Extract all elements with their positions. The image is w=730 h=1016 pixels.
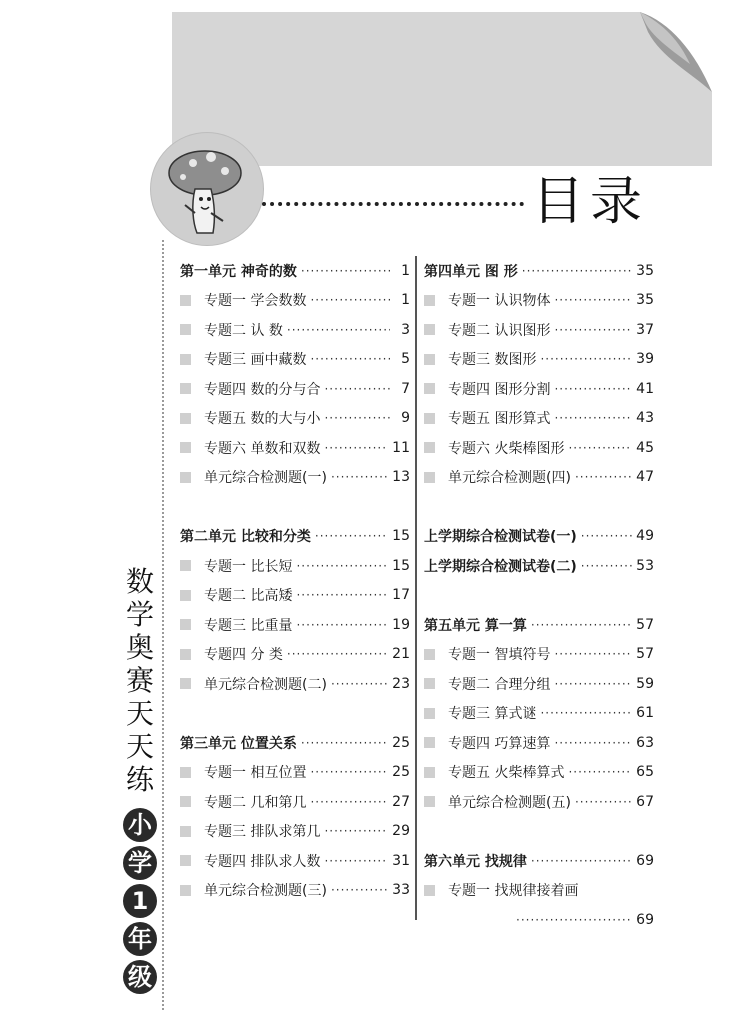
toc-topic-entry[interactable]: [180, 787, 410, 817]
dot-leader: [554, 677, 632, 691]
book-side-title: [120, 565, 160, 996]
toc-entry-label: 专题三 数图形: [448, 352, 537, 369]
toc-unit-entry[interactable]: [424, 256, 654, 286]
toc-entry-label: 专题一 认识物体: [448, 293, 551, 310]
toc-entry-label: 专题三 排队求第几: [204, 824, 321, 841]
square-bullet-icon: [180, 472, 191, 483]
toc-topic-entry[interactable]: [424, 286, 654, 316]
toc-entry-label: 专题四 巧算速算: [448, 735, 551, 752]
toc-entry-label: 第二单元 比较和分类: [180, 529, 311, 546]
toc-entry-label: 单元综合检测题(五): [448, 794, 571, 811]
toc-unit-entry[interactable]: [180, 728, 410, 758]
toc-entry-label: 上学期综合检测试卷(二): [424, 558, 577, 575]
toc-topic-entry[interactable]: [180, 433, 410, 463]
grade-badge: 小: [123, 808, 157, 842]
toc-topic-entry[interactable]: [180, 817, 410, 847]
dot-leader: [287, 647, 388, 661]
toc-page-number: 53: [636, 557, 654, 574]
square-bullet-icon: [180, 796, 191, 807]
toc-page-number: 67: [636, 793, 654, 810]
page-title: 目录: [532, 172, 649, 232]
square-bullet-icon: [180, 855, 191, 866]
toc-topic-entry[interactable]: [180, 669, 410, 699]
square-bullet-icon: [424, 413, 435, 424]
toc-entry-label: 专题六 火柴棒图形: [448, 440, 565, 457]
section-gap: [180, 492, 410, 522]
square-bullet-icon: [180, 649, 191, 660]
toc-page-number: 45: [636, 439, 654, 456]
toc-page-number: 43: [636, 410, 654, 427]
toc-page-number: 59: [636, 675, 654, 692]
dot-leader: [296, 618, 388, 632]
dot-leader: [531, 618, 632, 632]
toc-page-number: 35: [636, 292, 654, 309]
square-bullet-icon: [180, 383, 191, 394]
toc-page-number: 15: [392, 557, 410, 574]
toc-topic-entry[interactable]: [180, 640, 410, 670]
square-bullet-icon: [180, 678, 191, 689]
dot-leader: [554, 323, 632, 337]
square-bullet-icon: [424, 472, 435, 483]
dot-leader: [516, 913, 632, 927]
dot-leader: [531, 854, 632, 868]
square-bullet-icon: [180, 442, 191, 453]
dot-leader: [568, 765, 632, 779]
toc-page-number: 57: [636, 646, 654, 663]
dot-leader: [324, 441, 388, 455]
toc-entry-label: 专题四 分 类: [204, 647, 283, 664]
toc-entry-label: 专题二 几和第几: [204, 794, 307, 811]
toc-entry-label: 专题一 找规律接着画: [448, 883, 579, 900]
toc-page-number: 1: [401, 292, 410, 309]
toc-topic-entry[interactable]: [424, 374, 654, 404]
side-title-char: 赛: [125, 664, 154, 697]
square-bullet-icon: [424, 442, 435, 453]
toc-topic-entry[interactable]: [424, 876, 654, 906]
dot-leader: [575, 470, 632, 484]
toc-entry-label: 单元综合检测题(三): [204, 883, 327, 900]
dot-leader: [581, 529, 632, 543]
toc-topic-entry[interactable]: [180, 876, 410, 906]
toc-topic-entry[interactable]: [424, 787, 654, 817]
toc-entry-label: 专题六 单数和双数: [204, 440, 321, 457]
toc-page-number: 25: [392, 764, 410, 781]
toc-page-number: 37: [636, 321, 654, 338]
toc-page-number: 17: [392, 587, 410, 604]
square-bullet-icon: [424, 295, 435, 306]
side-title-char: 数: [125, 565, 154, 598]
toc-entry-label: 上学期综合检测试卷(一): [424, 529, 577, 546]
toc-entry-label: 专题二 合理分组: [448, 676, 551, 693]
square-bullet-icon: [424, 649, 435, 660]
dot-leader: [331, 470, 388, 484]
toc-page-number: 41: [636, 380, 654, 397]
dot-leader: [310, 765, 388, 779]
grade-badge: 年: [123, 922, 157, 956]
toc-topic-entry[interactable]: [180, 374, 410, 404]
square-bullet-icon: [424, 354, 435, 365]
section-gap: [424, 581, 654, 611]
toc-topic-entry[interactable]: [180, 345, 410, 375]
toc-topic-entry[interactable]: [180, 463, 410, 493]
toc-page-number: 61: [636, 705, 654, 722]
toc-topic-entry[interactable]: [180, 286, 410, 316]
toc-unit-entry[interactable]: [424, 551, 654, 581]
toc-entry-label: 专题二 认识图形: [448, 322, 551, 339]
square-bullet-icon: [424, 767, 435, 778]
dot-leader: [540, 352, 632, 366]
dot-leader: [568, 441, 632, 455]
toc-unit-entry[interactable]: [180, 522, 410, 552]
toc-page-number: 35: [636, 262, 654, 279]
toc-page-number: 49: [636, 528, 654, 545]
toc-unit-entry[interactable]: [180, 256, 410, 286]
side-title-char: 天: [125, 697, 154, 730]
square-bullet-icon: [180, 295, 191, 306]
toc-topic-entry[interactable]: [424, 404, 654, 434]
toc-page-number: 33: [392, 882, 410, 899]
section-gap: [180, 699, 410, 729]
toc-topic-entry[interactable]: [424, 728, 654, 758]
square-bullet-icon: [180, 560, 191, 571]
toc-entry-label: 第四单元 图 形: [424, 263, 518, 280]
toc-topic-entry[interactable]: [424, 345, 654, 375]
dot-leader: [324, 854, 388, 868]
toc-page-number: 23: [392, 675, 410, 692]
square-bullet-icon: [424, 383, 435, 394]
dot-leader: [296, 588, 388, 602]
toc-entry-label: 专题二 比高矮: [204, 588, 293, 605]
toc-entry-label: 单元综合检测题(二): [204, 676, 327, 693]
toc-page-number: 65: [636, 764, 654, 781]
square-bullet-icon: [180, 324, 191, 335]
toc-page-number: 19: [392, 616, 410, 633]
square-bullet-icon: [424, 737, 435, 748]
toc-page-number: 69: [636, 911, 654, 928]
toc-topic-entry[interactable]: [180, 758, 410, 788]
mushroom-mascot-icon: [151, 133, 263, 245]
toc-entry-label: 专题一 比长短: [204, 558, 293, 575]
toc-entry-label: 专题五 火柴棒算式: [448, 765, 565, 782]
mushroom-mascot-badge: [150, 132, 264, 246]
toc-page-number: 27: [392, 793, 410, 810]
dot-leader: [331, 883, 388, 897]
side-title-char: 奥: [125, 631, 154, 664]
toc-page-number: 3: [401, 321, 410, 338]
toc-entry-label: 专题三 画中藏数: [204, 352, 307, 369]
toc-entry-label: 第六单元 找规律: [424, 853, 527, 870]
toc-right-column: [424, 256, 654, 935]
dot-leader: [554, 647, 632, 661]
dot-leader: [575, 795, 632, 809]
toc-topic-entry[interactable]: [424, 905, 654, 935]
dot-leader: [581, 559, 632, 573]
toc-entry-label: 第三单元 位置关系: [180, 735, 297, 752]
dot-leader: [310, 352, 390, 366]
section-gap: [424, 492, 654, 522]
grade-badge: 学: [123, 846, 157, 880]
dot-leader: [324, 382, 390, 396]
page-curl-decoration: [640, 12, 712, 92]
toc-topic-entry[interactable]: [424, 640, 654, 670]
section-gap: [424, 817, 654, 847]
toc-entry-label: 专题三 算式谜: [448, 706, 537, 723]
side-title-char: 天: [125, 730, 154, 763]
toc-topic-entry[interactable]: [424, 669, 654, 699]
toc-entry-label: 专题四 数的分与合: [204, 381, 321, 398]
margin-dotted-line: [162, 240, 164, 1010]
toc-page-number: 5: [401, 351, 410, 368]
toc-topic-entry[interactable]: [180, 551, 410, 581]
toc-page-number: 25: [392, 734, 410, 751]
dot-leader: [315, 529, 388, 543]
dot-leader: [301, 736, 388, 750]
toc-topic-entry[interactable]: [424, 463, 654, 493]
title-dot-leader: [262, 202, 524, 206]
toc-entry-label: 单元综合检测题(四): [448, 470, 571, 487]
toc-left-column: [180, 256, 410, 905]
toc-entry-label: 第一单元 神奇的数: [180, 263, 297, 280]
dot-leader: [554, 293, 632, 307]
toc-topic-entry[interactable]: [180, 581, 410, 611]
toc-unit-entry[interactable]: [424, 846, 654, 876]
toc-entry-label: 专题一 相互位置: [204, 765, 307, 782]
square-bullet-icon: [424, 885, 435, 896]
toc-entry-label: 专题三 比重量: [204, 617, 293, 634]
dot-leader: [310, 293, 390, 307]
square-bullet-icon: [180, 354, 191, 365]
square-bullet-icon: [424, 678, 435, 689]
toc-entry-label: 专题四 排队求人数: [204, 853, 321, 870]
toc-page-number: 7: [401, 380, 410, 397]
toc-page-number: 11: [392, 439, 410, 456]
dot-leader: [324, 824, 388, 838]
toc-entry-label: 专题五 图形算式: [448, 411, 551, 428]
toc-entry-label: 第五单元 算一算: [424, 617, 527, 634]
toc-entry-label: 单元综合检测题(一): [204, 470, 327, 487]
side-title-char: 练: [125, 763, 154, 796]
square-bullet-icon: [424, 796, 435, 807]
toc-topic-entry[interactable]: [424, 433, 654, 463]
column-divider: [415, 256, 417, 920]
square-bullet-icon: [424, 324, 435, 335]
grade-badge: 级: [123, 960, 157, 994]
grade-badge: 1: [123, 884, 157, 918]
square-bullet-icon: [180, 767, 191, 778]
toc-page-number: 15: [392, 528, 410, 545]
square-bullet-icon: [180, 885, 191, 896]
dot-leader: [540, 706, 632, 720]
dot-leader: [310, 795, 388, 809]
toc-page-number: 39: [636, 351, 654, 368]
toc-topic-entry[interactable]: [424, 758, 654, 788]
toc-unit-entry[interactable]: [424, 610, 654, 640]
toc-topic-entry[interactable]: [424, 315, 654, 345]
side-title-char: 学: [125, 598, 154, 631]
dot-leader: [331, 677, 388, 691]
toc-topic-entry[interactable]: [180, 610, 410, 640]
square-bullet-icon: [180, 619, 191, 630]
toc-page-number: 29: [392, 823, 410, 840]
toc-page-number: 21: [392, 646, 410, 663]
toc-page-number: 9: [401, 410, 410, 427]
toc-page-number: 57: [636, 616, 654, 633]
square-bullet-icon: [180, 413, 191, 424]
toc-unit-entry[interactable]: [424, 522, 654, 552]
toc-page-number: 63: [636, 734, 654, 751]
toc-entry-label: 专题一 智填符号: [448, 647, 551, 664]
toc-topic-entry[interactable]: [180, 846, 410, 876]
dot-leader: [554, 382, 632, 396]
toc-topic-entry[interactable]: [180, 315, 410, 345]
toc-page-number: 31: [392, 852, 410, 869]
toc-entry-label: 专题二 认 数: [204, 322, 283, 339]
square-bullet-icon: [180, 590, 191, 601]
dot-leader: [554, 736, 632, 750]
dot-leader: [522, 264, 632, 278]
toc-entry-label: 专题四 图形分割: [448, 381, 551, 398]
toc-page-number: 13: [392, 469, 410, 486]
toc-page-number: 47: [636, 469, 654, 486]
toc-topic-entry[interactable]: [424, 699, 654, 729]
dot-leader: [324, 411, 390, 425]
square-bullet-icon: [180, 826, 191, 837]
toc-page-number: 69: [636, 852, 654, 869]
dot-leader: [301, 264, 390, 278]
toc-page-number: 1: [401, 262, 410, 279]
dot-leader: [287, 323, 390, 337]
toc-entry-label: 专题五 数的大与小: [204, 411, 321, 428]
toc-entry-label: 专题一 学会数数: [204, 293, 307, 310]
toc-topic-entry[interactable]: [180, 404, 410, 434]
dot-leader: [554, 411, 632, 425]
square-bullet-icon: [424, 708, 435, 719]
dot-leader: [296, 559, 388, 573]
